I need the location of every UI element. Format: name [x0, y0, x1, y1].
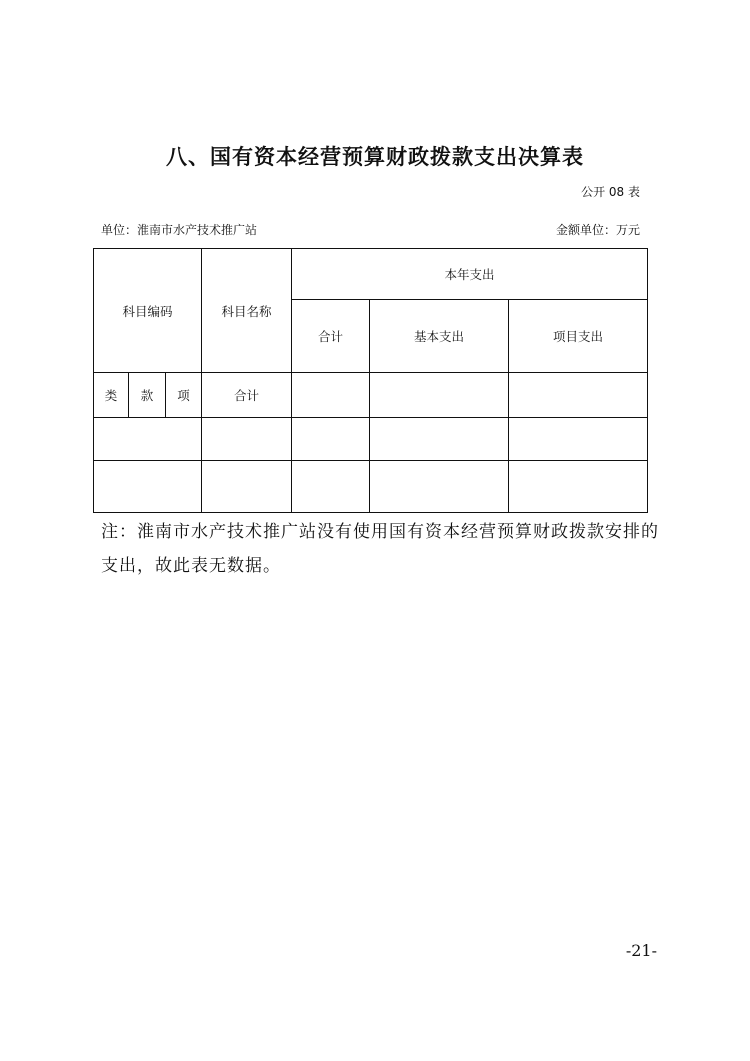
table-cell	[292, 418, 370, 461]
table-cell	[94, 461, 202, 513]
project-expenditure-header: 项目支出	[509, 300, 648, 373]
section-label: 款	[129, 373, 166, 418]
category-label: 类	[94, 373, 129, 418]
table-cell	[370, 373, 509, 418]
item-label: 项	[166, 373, 202, 418]
table-cell	[370, 461, 509, 513]
table-row	[94, 418, 648, 461]
table-row	[94, 461, 648, 513]
table-cell	[292, 461, 370, 513]
unit-label: 单位：淮南市水产技术推广站	[101, 223, 258, 237]
table-cell	[370, 418, 509, 461]
basic-expenditure-header: 基本支出	[370, 300, 509, 373]
table-cell	[202, 418, 292, 461]
amount-unit-label: 金额单位：万元	[555, 223, 640, 237]
form-number: 公开 08 表	[581, 185, 640, 199]
table-cell	[292, 373, 370, 418]
subject-name-header: 科目名称	[202, 249, 292, 373]
table-cell	[202, 461, 292, 513]
header-row-1	[94, 249, 648, 300]
subject-code-header: 科目编码	[94, 249, 202, 373]
table-cell	[509, 461, 648, 513]
table-cell	[509, 418, 648, 461]
page-number: -21-	[625, 941, 657, 960]
table-cell	[94, 418, 202, 461]
note-text: 注：淮南市水产技术推广站没有使用国有资本经营预算财政拨款安排的支出，故此表无数据。	[101, 522, 659, 576]
total-row-label: 合计	[202, 373, 292, 418]
table-cell	[509, 373, 648, 418]
expenditure-table	[93, 248, 648, 513]
page-title: 八、国有资本经营预算财政拨款支出决算表	[166, 145, 584, 169]
table-row	[94, 373, 648, 418]
total-header: 合计	[292, 300, 370, 373]
current-year-header: 本年支出	[292, 249, 648, 300]
